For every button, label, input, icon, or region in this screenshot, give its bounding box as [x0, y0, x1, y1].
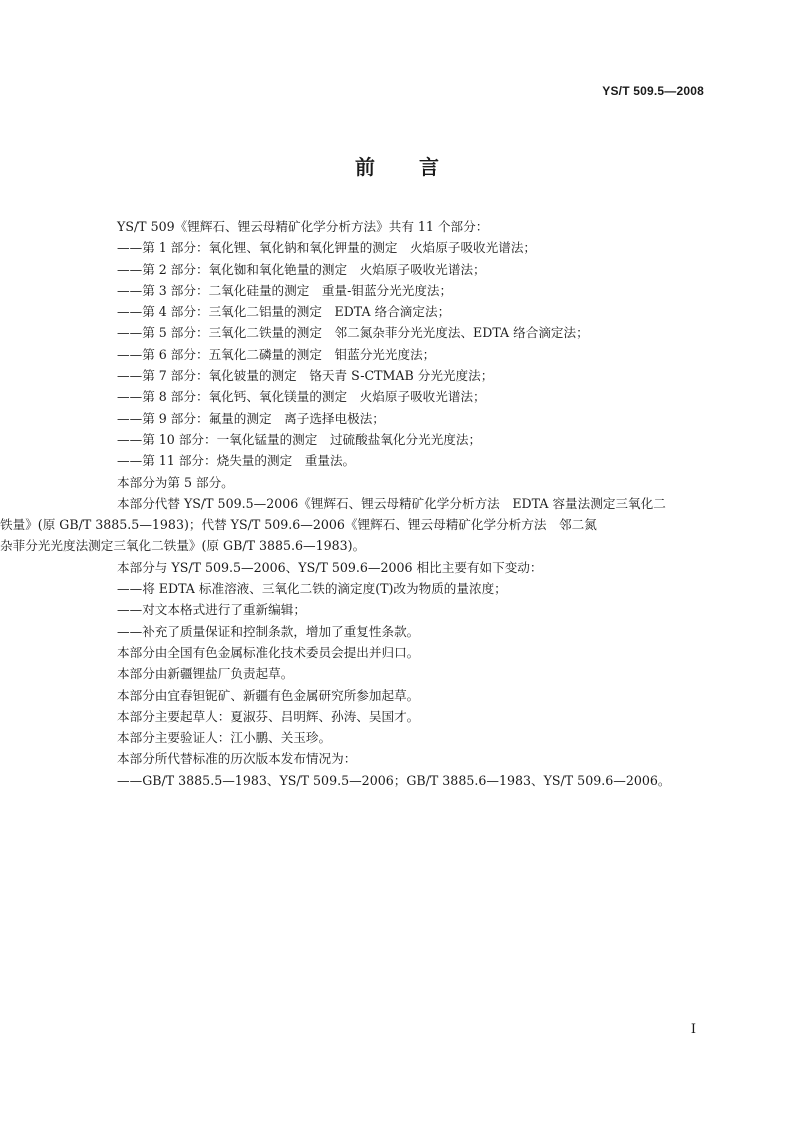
text-line: 本部分所代替标准的历次版本发布情况为： [117, 751, 357, 767]
part-list-item: ——第 9 部分：氟量的测定 离子选择电极法； [117, 410, 385, 426]
part-list-item: ——第 3 部分：二氧化硅量的测定 重量-钼蓝分光光度法； [117, 282, 453, 298]
part-list-item: ——第 6 部分：五氧化二磷量的测定 钼蓝分光光度法； [117, 346, 436, 362]
part-list-item: ——第 7 部分：氧化铍量的测定 铬天青 S-CTMAB 分光光度法； [117, 368, 494, 384]
part-list-item: ——第 11 部分：烧失量的测定 重量法。 [117, 453, 356, 469]
history-list-item: ——GB/T 3885.5—1983、YS/T 509.5—2006；GB/T 3885.6—1983、YS/T 509.6—2006。 [117, 772, 671, 788]
replacement-paragraph [0, 493, 707, 557]
title-char-1: 前 [355, 155, 375, 179]
text-line: 本部分主要验证人：江小鹏、关玉珍。 [117, 730, 332, 746]
text-line: 本部分主要起草人：夏淑芬、吕明辉、孙涛、吴国才。 [117, 708, 420, 724]
change-list-item: ——对文本格式进行了重新编辑； [117, 602, 306, 618]
text-line: 本部分与 YS/T 509.5—2006、YS/T 509.6—2006 相比主要有如下变动： [117, 559, 543, 575]
part-list-item: ——第 4 部分：三氧化二铝量的测定 EDTA 络合滴定法； [117, 304, 451, 320]
page-number: I [690, 1022, 696, 1037]
text-line: 本部分为第 5 部分。 [117, 474, 234, 490]
standard-code: YS/T 509.5—2008 [602, 84, 704, 98]
text-line: 铁量》(原 GB/T 3885.5—1983)；代替 YS/T 509.6—2006《锂辉石、锂云母精矿化学分析方法 邻二氮 [0, 517, 597, 533]
part-list-item: ——第 8 部分：氧化钙、氧化镁量的测定 火焰原子吸收光谱法； [117, 389, 486, 405]
page-title [0, 151, 794, 180]
part-list-item: ——第 10 部分：一氧化锰量的测定 过硫酸盐氧化分光光度法； [117, 431, 482, 447]
change-list-item: ——将 EDTA 标准溶液、三氧化二铁的滴定度(T)改为物质的量浓度； [117, 581, 507, 597]
part-list-item: ——第 2 部分：氧化铷和氧化铯量的测定 火焰原子吸收光谱法； [117, 261, 486, 277]
foreword-body [0, 216, 707, 791]
text-line: 杂菲分光光度法测定三氧化二铁量》(原 GB/T 3885.6—1983)。 [0, 538, 366, 554]
change-list-item: ——补充了质量保证和控制条款，增加了重复性条款。 [117, 623, 420, 639]
text-line: YS/T 509《锂辉石、锂云母精矿化学分析方法》共有 11 个部分： [117, 219, 489, 234]
text-line: 本部分由新疆锂盐厂负责起草。 [117, 666, 294, 682]
title-char-2: 言 [419, 155, 439, 179]
part-list-item: ——第 1 部分：氧化锂、氧化钠和氧化钾量的测定 火焰原子吸收光谱法； [117, 240, 537, 256]
text-line: 本部分由宜春钽铌矿、新疆有色金属研究所参加起草。 [117, 687, 420, 703]
text-line: 本部分代替 YS/T 509.5—2006《锂辉石、锂云母精矿化学分析方法 EDTA 容量法测定三氧化二 [117, 495, 666, 511]
part-list-item: ——第 5 部分：三氧化二铁量的测定 邻二氮杂菲分光光度法、EDTA 络合滴定法； [117, 325, 589, 341]
text-line: 本部分由全国有色金属标准化技术委员会提出并归口。 [117, 644, 420, 660]
